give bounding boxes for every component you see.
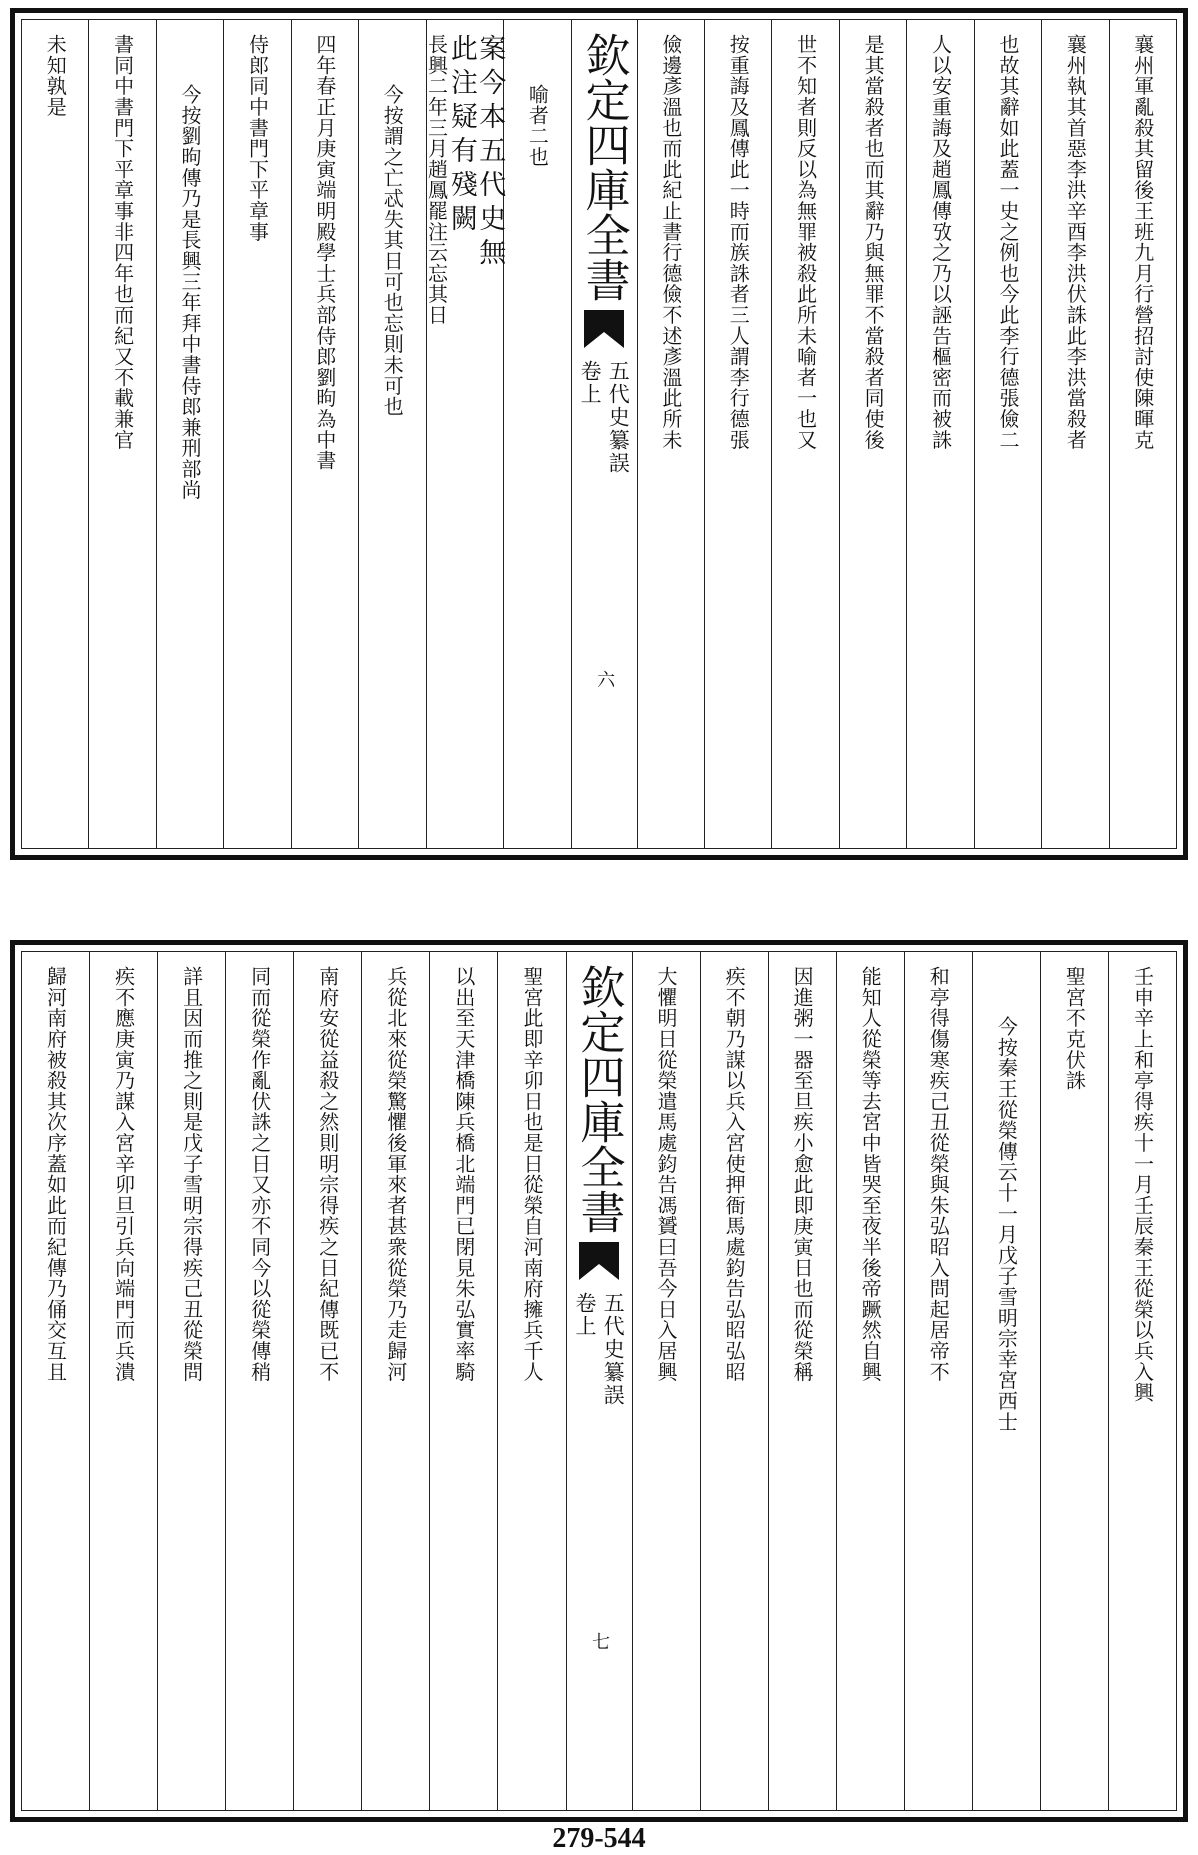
text-column [426,20,504,848]
fold-title: 五代史纂誤 [606,360,631,475]
text-column [906,20,973,848]
text-line: 今按秦王從榮傳云十一月戊子雪明宗幸宮西士 [994,1016,1019,1432]
annotation-line: 此注疑有殘闕 [445,34,477,238]
lower-page [10,940,1188,1822]
fish-tail-mark-icon [584,310,624,352]
fold-column [571,20,637,848]
text-line: 南府安從益殺之然則明宗得疾之日紀傳既已不 [315,966,340,1382]
text-column [503,20,570,848]
text-column [700,952,768,1810]
text-line: 大懼明日從榮遣馬處鈞告馮贇曰吾今日入居興 [654,966,679,1382]
text-line: 按重誨及鳳傳此一時而族誅者三人謂李行德張 [726,34,751,450]
text-line: 壬申辛上和亭得疾十一月壬辰秦王從榮以兵入興 [1130,966,1155,1403]
text-column [22,952,89,1810]
fold-subtitle [573,1292,625,1407]
text-column [904,952,972,1810]
text-column [225,952,293,1810]
text-column [1040,952,1108,1810]
fold-volume: 卷上 [578,360,603,406]
fold-title: 五代史纂誤 [601,1292,626,1407]
text-column [704,20,771,848]
text-column [771,20,838,848]
text-column [156,20,223,848]
text-column [358,20,425,848]
page-number: 279-544 [552,1823,646,1854]
text-line: 今按謂之亡忒失其日可也忘則未可也 [380,84,405,417]
text-column [223,20,290,848]
text-column [361,952,429,1810]
text-line: 能知人從榮等去宮中皆哭至夜半後帝蹶然自興 [858,966,883,1382]
text-line: 因進粥一器至旦疾小愈此即庚寅日也而從榮稱 [790,966,815,1382]
upper-page-frame [21,19,1177,849]
book-title: 欽定四庫全書 [577,32,631,302]
annotation-line: 案今本五代史無 [474,34,506,272]
text-line: 世不知者則反以為無罪被殺此所未喻者一也又 [793,34,818,450]
text-line: 侍郎同中書門下平章事 [245,34,270,242]
text-line: 人以安重誨及趙鳳傳攷之乃以誣告樞密而被誅 [928,34,953,450]
text-column [839,20,906,848]
leaf-number: 六 [594,670,616,688]
text-line: 兵從北來從榮驚懼後軍來者甚衆從榮乃走歸河 [383,966,408,1382]
text-column [22,20,88,848]
text-column [972,952,1040,1810]
text-column [768,952,836,1810]
text-line: 歸河南府被殺其次序蓋如此而紀傳乃俑交互且 [43,966,68,1382]
lower-page-frame [21,951,1177,1811]
annotation-note [447,34,504,848]
text-line: 聖宮此即辛卯日也是日從榮自河南府擁兵千人 [519,966,544,1382]
text-line: 襄州軍亂殺其留後王班九月行營招討使陳暉克 [1130,34,1155,450]
text-line: 也故其辭如此蓋一史之例也今此李行德張儉二 [995,34,1020,450]
text-line: 四年春正月庚寅端明殿學士兵部侍郎劉昫為中書 [312,34,337,471]
text-line: 書同中書門下平章事非四年也而紀又不載兼官 [110,34,135,450]
text-column [157,952,225,1810]
text-line: 未知孰是 [43,34,68,118]
text-column [291,20,358,848]
text-line: 長興二年三月趙鳳罷注云忘其日 [424,34,449,326]
text-line: 詳且因而推之則是戊子雪明宗得疾己丑從榮問 [179,966,204,1382]
text-column [836,952,904,1810]
text-line: 襄州執其首惡李洪辛酉李洪伏誅此李洪當殺者 [1063,34,1088,450]
text-column [1109,20,1176,848]
text-line: 疾不朝乃謀以兵入宮使押衙馬處鈞告弘昭弘昭 [722,966,747,1382]
text-line: 以出至天津橋陳兵橋北端門已閉見朱弘實率騎 [451,966,476,1382]
text-column [293,952,361,1810]
upper-page [10,8,1188,860]
fold-volume: 卷上 [573,1292,597,1338]
text-line: 聖宮不克伏誅 [1062,966,1087,1091]
leaf-number: 七 [589,1632,610,1650]
text-column [637,20,704,848]
text-column [88,20,155,848]
text-column [1041,20,1108,848]
fish-tail-mark-icon [579,1242,619,1284]
fold-subtitle [578,360,630,475]
text-line: 同而從榮作亂伏誅之日又亦不同今以從榮傳稍 [247,966,272,1382]
text-column [89,952,157,1810]
text-column [974,20,1041,848]
text-column [1108,952,1176,1810]
text-line: 疾不應庚寅乃謀入宮辛卯旦引兵向端門而兵潰 [111,966,136,1382]
text-column [632,952,700,1810]
text-line: 儉邊彥溫也而此紀止書行德儉不述彥溫此所未 [658,34,683,450]
text-column [497,952,565,1810]
fold-column [566,952,632,1810]
book-title: 欽定四庫全書 [572,964,626,1234]
text-line: 喻者二也 [525,84,550,168]
text-column [429,952,497,1810]
text-line: 今按劉昫傳乃是長興三年拜中書侍郎兼刑部尚 [178,84,203,500]
text-line: 是其當殺者也而其辭乃與無罪不當殺者同使後 [861,34,886,450]
text-line: 和亭得傷寒疾己丑從榮與朱弘昭入問起居帝不 [926,966,951,1382]
